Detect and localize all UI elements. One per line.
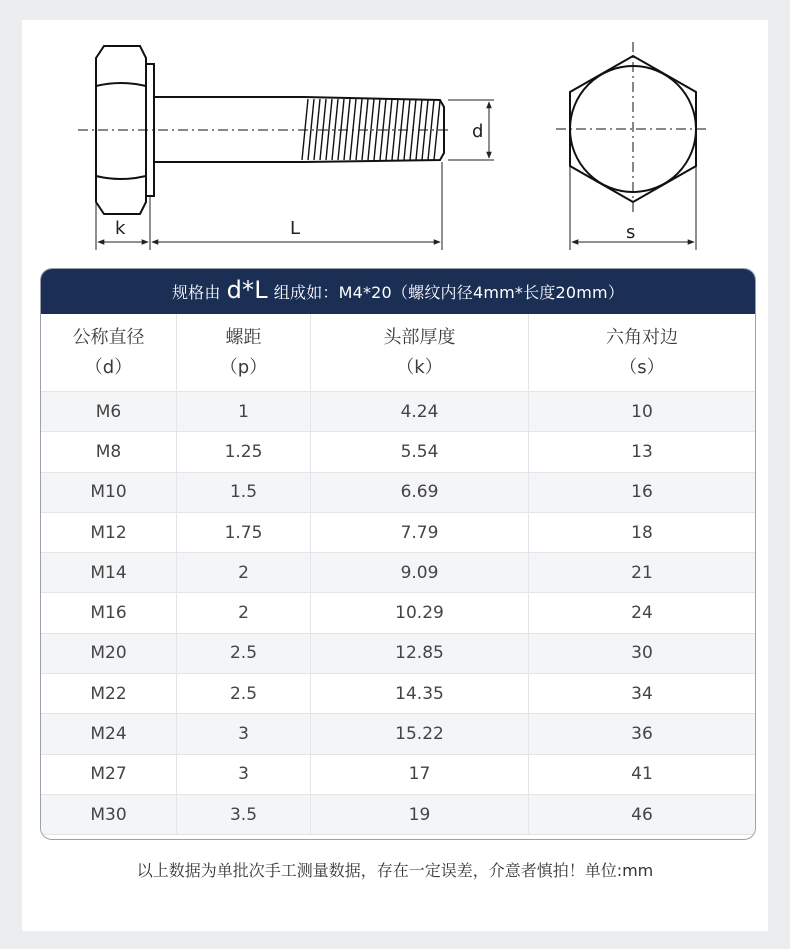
- table-cell: 1.25: [177, 432, 311, 472]
- table-cell: M10: [41, 473, 177, 513]
- bolt-side-view: [78, 46, 450, 214]
- table-cell: 13: [529, 432, 755, 472]
- header-head-thickness: 头部厚度 （k）: [311, 314, 529, 392]
- bolt-diagram: [0, 0, 790, 265]
- table-cell: M30: [41, 795, 177, 835]
- table-cell: M24: [41, 714, 177, 754]
- table-cell: 6.69: [311, 473, 529, 513]
- table-cell: 2: [177, 553, 311, 593]
- table-cell: M6: [41, 392, 177, 432]
- table-cell: 5.54: [311, 432, 529, 472]
- table-cell: 19: [311, 795, 529, 835]
- table-cell: 15.22: [311, 714, 529, 754]
- table-grid: [41, 314, 755, 835]
- table-cell: 24: [529, 593, 755, 633]
- table-cell: M22: [41, 674, 177, 714]
- table-cell: 3: [177, 714, 311, 754]
- table-cell: 7.79: [311, 513, 529, 553]
- title-formula: d*L: [226, 275, 268, 304]
- table-cell: 1.5: [177, 473, 311, 513]
- table-cell: M14: [41, 553, 177, 593]
- table-cell: M16: [41, 593, 177, 633]
- table-cell: 14.35: [311, 674, 529, 714]
- table-cell: 30: [529, 634, 755, 674]
- title-suffix: 组成如：M4*20（螺纹内径4mm*长度20mm）: [273, 283, 625, 302]
- table-cell: 46: [529, 795, 755, 835]
- table-cell: 2: [177, 593, 311, 633]
- table-cell: 3.5: [177, 795, 311, 835]
- table-cell: 16: [529, 473, 755, 513]
- table-cell: 41: [529, 755, 755, 795]
- table-cell: 10.29: [311, 593, 529, 633]
- table-cell: 12.85: [311, 634, 529, 674]
- table-cell: M27: [41, 755, 177, 795]
- label-s: s: [626, 222, 636, 243]
- title-prefix: 规格由: [171, 283, 221, 302]
- table-cell: 2.5: [177, 634, 311, 674]
- label-d: d: [472, 121, 484, 142]
- table-cell: 18: [529, 513, 755, 553]
- bolt-end-view: [556, 42, 710, 216]
- header-pitch: 螺距 （p）: [177, 314, 311, 392]
- header-diameter: 公称直径 （d）: [41, 314, 177, 392]
- table-cell: M8: [41, 432, 177, 472]
- table-cell: 17: [311, 755, 529, 795]
- table-cell: M12: [41, 513, 177, 553]
- table-cell: 9.09: [311, 553, 529, 593]
- table-cell: 1.75: [177, 513, 311, 553]
- table-cell: 2.5: [177, 674, 311, 714]
- label-L: L: [290, 218, 301, 239]
- spec-table: [40, 268, 756, 840]
- header-across-flats: 六角对边 （s）: [529, 314, 755, 392]
- table-title: [41, 269, 755, 314]
- table-cell: 34: [529, 674, 755, 714]
- label-k: k: [115, 218, 126, 239]
- table-cell: 1: [177, 392, 311, 432]
- table-cell: 21: [529, 553, 755, 593]
- table-cell: 36: [529, 714, 755, 754]
- table-cell: M20: [41, 634, 177, 674]
- table-cell: 3: [177, 755, 311, 795]
- table-cell: 4.24: [311, 392, 529, 432]
- table-cell: 10: [529, 392, 755, 432]
- measurement-note: 以上数据为单批次手工测量数据，存在一定误差，介意者慎拍！单位:mm: [136, 861, 654, 880]
